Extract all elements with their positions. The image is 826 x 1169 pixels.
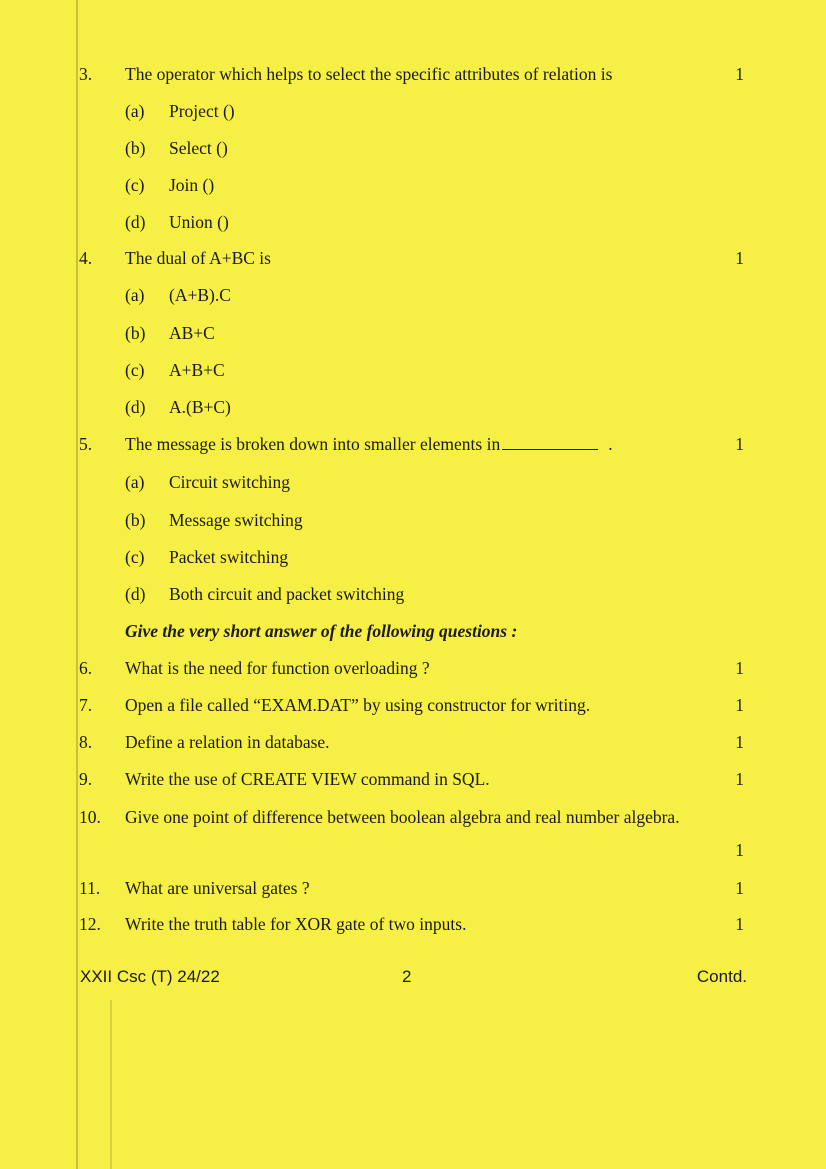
option-label: (c) — [125, 360, 145, 380]
question-marks: 1 — [735, 878, 744, 898]
question-number: 8. — [79, 732, 93, 752]
option-text: Union () — [169, 212, 229, 232]
question-3 — [0, 59, 826, 89]
option-label: (b) — [125, 138, 146, 158]
option-label: (c) — [125, 175, 145, 195]
section-instruction-row — [0, 616, 826, 646]
option-label: (a) — [125, 101, 145, 121]
option-text: A+B+C — [169, 360, 225, 380]
option-row — [0, 318, 826, 348]
question-text-with-blank — [125, 429, 613, 459]
question-marks: 1 — [735, 64, 744, 84]
question-number: 10. — [79, 807, 101, 827]
option-row — [0, 280, 826, 310]
option-row — [0, 392, 826, 422]
question-5 — [0, 429, 826, 459]
question-text: Define a relation in database. — [125, 732, 330, 752]
option-text: Packet switching — [169, 547, 289, 567]
option-text: Select () — [169, 138, 228, 158]
question-8 — [0, 727, 826, 757]
option-label: (c) — [125, 547, 145, 567]
option-row — [0, 133, 826, 163]
option-row — [0, 505, 826, 535]
option-label: (d) — [125, 584, 146, 604]
question-9 — [0, 764, 826, 794]
option-label: (d) — [125, 212, 146, 232]
paper-code: XXII Csc (T) 24/22 — [80, 967, 220, 986]
question-10 — [0, 802, 826, 832]
option-text: Message switching — [169, 510, 303, 530]
option-label: (d) — [125, 397, 146, 417]
question-marks: 1 — [735, 840, 744, 860]
section-instruction: Give the very short answer of the following questions : — [125, 621, 518, 641]
question-text: Give one point of difference between boolean algebra and real number algebra. — [125, 807, 680, 827]
question-7 — [0, 690, 826, 720]
question-text: What is the need for function overloading ? — [125, 658, 430, 678]
question-marks: 1 — [735, 248, 744, 268]
question-number: 7. — [79, 695, 93, 715]
question-marks: 1 — [735, 658, 744, 678]
option-row — [0, 170, 826, 200]
question-11 — [0, 873, 826, 903]
question-text: Write the use of CREATE VIEW command in SQL. — [125, 769, 490, 789]
option-row — [0, 467, 826, 497]
question-marks: 1 — [735, 732, 744, 752]
option-row — [0, 579, 826, 609]
option-text: Join () — [169, 175, 215, 195]
question-text: The dual of A+BC is — [125, 248, 271, 268]
option-label: (a) — [125, 285, 145, 305]
question-text: The message is broken down into smaller elements in — [125, 434, 501, 454]
option-text: A.(B+C) — [169, 397, 231, 417]
option-text: (A+B).C — [169, 285, 231, 305]
option-label: (a) — [125, 472, 145, 492]
option-row — [0, 96, 826, 126]
question-text-end: . — [608, 434, 613, 454]
continued-label: Contd. — [696, 967, 747, 986]
margin-line-lower — [110, 1000, 112, 1169]
answer-blank — [502, 435, 598, 450]
option-label: (b) — [125, 510, 146, 530]
page-number: 2 — [402, 967, 412, 986]
question-number: 11. — [79, 878, 101, 898]
question-number: 5. — [79, 434, 93, 454]
question-number: 6. — [79, 658, 93, 678]
question-text: Write the truth table for XOR gate of two inputs. — [125, 914, 467, 934]
question-number: 4. — [79, 248, 93, 268]
option-text: Both circuit and packet switching — [169, 584, 405, 604]
option-text: AB+C — [169, 323, 215, 343]
page-footer — [0, 962, 826, 992]
question-marks: 1 — [735, 434, 744, 454]
question-text: The operator which helps to select the specific attributes of relation is — [125, 64, 613, 84]
question-4 — [0, 243, 826, 273]
question-marks: 1 — [735, 769, 744, 789]
option-row — [0, 355, 826, 385]
question-marks: 1 — [735, 695, 744, 715]
option-text: Project () — [169, 101, 235, 121]
question-marks: 1 — [735, 914, 744, 934]
question-10-marks-row — [0, 835, 826, 865]
question-12 — [0, 909, 826, 939]
option-label: (b) — [125, 323, 146, 343]
question-number: 12. — [79, 914, 101, 934]
question-6 — [0, 653, 826, 683]
question-number: 9. — [79, 769, 93, 789]
question-number: 3. — [79, 64, 93, 84]
option-row — [0, 207, 826, 237]
option-row — [0, 542, 826, 572]
option-text: Circuit switching — [169, 472, 291, 492]
question-text: Open a file called “EXAM.DAT” by using constructor for writing. — [125, 695, 591, 715]
question-text: What are universal gates ? — [125, 878, 310, 898]
